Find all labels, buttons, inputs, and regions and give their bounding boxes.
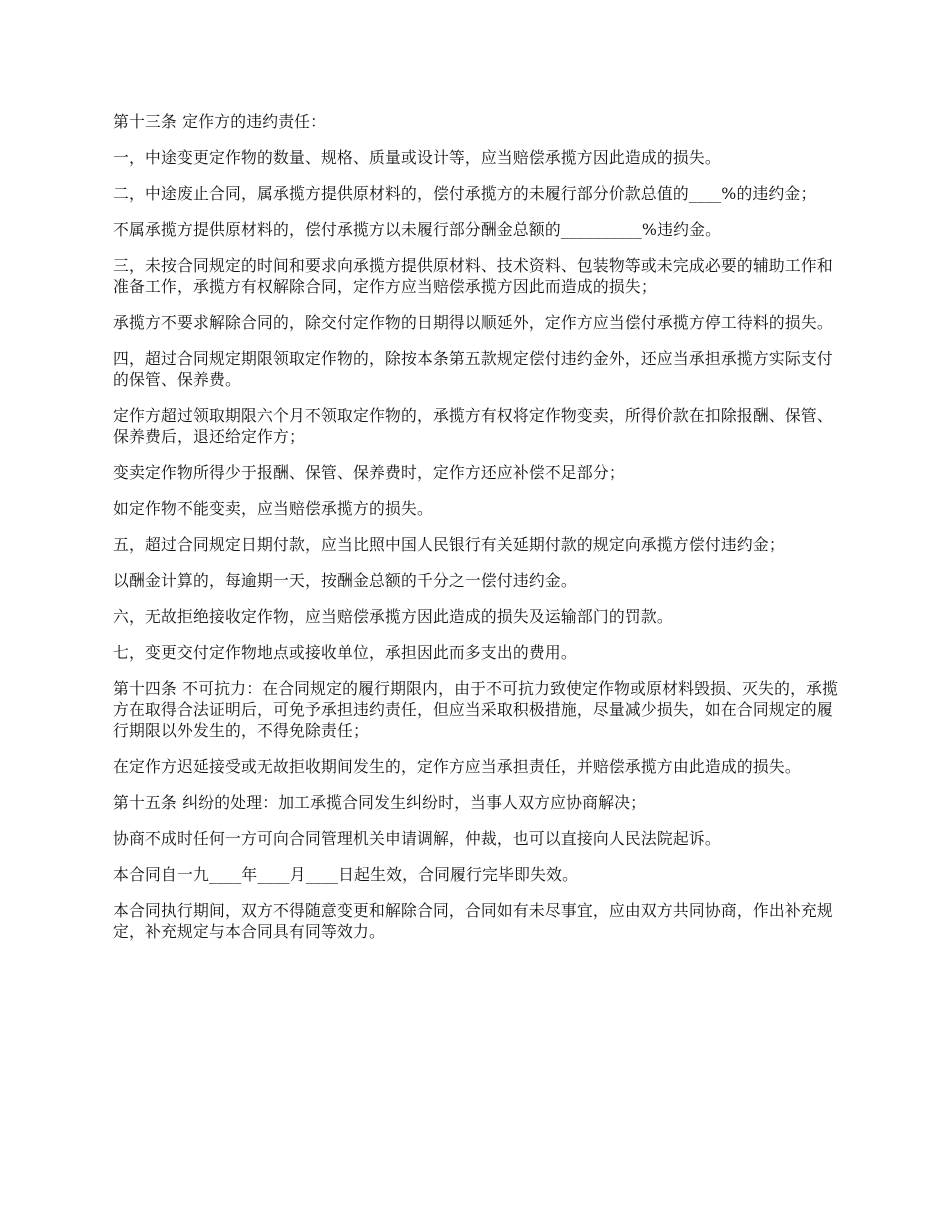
clause-paragraph: 协商不成时任何一方可向合同管理机关申请调解，仲裁，也可以直接向人民法院起诉。 — [113, 829, 721, 848]
clause-paragraph: 如定作物不能变卖，应当赔偿承揽方的损失。 — [113, 499, 433, 518]
clause-paragraph: 一，中途变更定作物的数量、规格、质量或设计等，应当赔偿承揽方因此造成的损失。 — [113, 148, 721, 167]
clause-paragraph: 四，超过合同规定期限领取定作物的，除按本条第五款规定偿付违约金外，还应当承担承揽方实际支付的保管、保养费。 — [113, 349, 833, 389]
clause-paragraph: 变卖定作物所得少于报酬、保管、保养费时，定作方还应补偿不足部分； — [113, 463, 625, 482]
clause-paragraph: 二，中途废止合同，属承揽方提供原材料的，偿付承揽方的未履行部分价款总值的____%的违约金； — [113, 184, 817, 203]
clause-paragraph: 定作方超过领取期限六个月不领取定作物的，承揽方有权将定作物变卖，所得价款在扣除报酬、保管、保养费后，退还给定作方； — [113, 406, 833, 446]
document-body — [113, 111, 843, 957]
clause-paragraph: 三，未按合同规定的时间和要求向承揽方提供原材料、技术资料、包装物等或未完成必要的辅助工作和准备工作，承揽方有权解除合同，定作方应当赔偿承揽方因此而造成的损失； — [113, 256, 833, 296]
closing-paragraph: 本合同执行期间，双方不得随意变更和解除合同，合同如有未尽事宜，应由双方共同协商，作出补充规定，补充规定与本合同具有同等效力。 — [113, 901, 833, 941]
article-15-paragraph: 第十五条 纠纷的处理：加工承揽合同发生纠纷时，当事人双方应协商解决； — [113, 793, 647, 812]
clause-paragraph: 七，变更交付定作物地点或接收单位，承担因此而多支出的费用。 — [113, 643, 577, 662]
article-13-heading: 第十三条 定作方的违约责任： — [113, 112, 327, 131]
article-14-paragraph: 第十四条 不可抗力：在合同规定的履行期限内，由于不可抗力致使定作物或原材料毁损、灭失的，承揽方在取得合法证明后，可免予承担违约责任，但应当采取积极措施，尽量减少损失，如在合同规定的履行期限以外发生的，不得免除责任； — [113, 679, 839, 740]
clause-paragraph: 不属承揽方提供原材料的，偿付承揽方以未履行部分酬金总额的__________%违约金。 — [113, 220, 722, 239]
effective-date-paragraph: 本合同自一九____年____月____日起生效，合同履行完毕即失效。 — [113, 865, 579, 884]
clause-paragraph: 六，无故拒绝接收定作物，应当赔偿承揽方因此造成的损失及运输部门的罚款。 — [113, 607, 673, 626]
clause-paragraph: 在定作方迟延接受或无故拒收期间发生的，定作方应当承担责任，并赔偿承揽方由此造成的损失。 — [113, 757, 801, 776]
clause-paragraph: 五，超过合同规定日期付款，应当比照中国人民银行有关延期付款的规定向承揽方偿付违约金； — [113, 535, 785, 554]
clause-paragraph: 承揽方不要求解除合同的，除交付定作物的日期得以顺延外，定作方应当偿付承揽方停工待料的损失。 — [113, 313, 833, 332]
clause-paragraph: 以酬金计算的，每逾期一天，按酬金总额的千分之一偿付违约金。 — [113, 571, 577, 590]
